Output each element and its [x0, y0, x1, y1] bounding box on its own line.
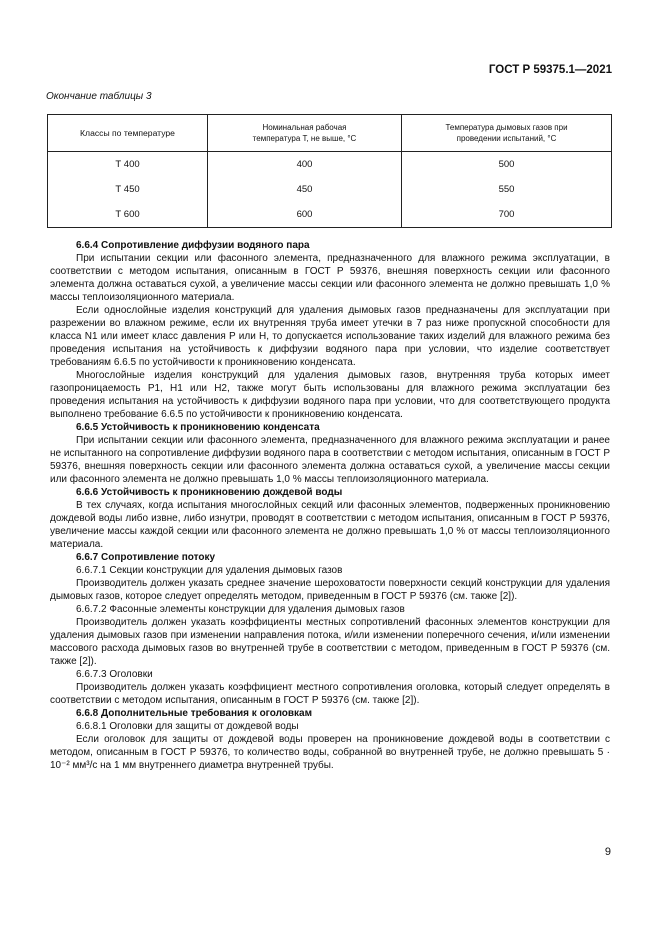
cell-nominal-temp: 450: [208, 177, 402, 202]
paragraph: При испытании секции или фасонного элемента, предназначенного для влажного режима эксплуатации, в соответствии с методом испытания, описанным в ГОСТ Р 59376, внешняя поверхность секции или фасонного элемента должна оставаться сухой, а увеличение массы секции или фасонного элемента не должно превышать 1,0 % массы теплоизоляционного материала.: [50, 253, 610, 303]
col-header-nominal-temp: Номинальная рабочая температура T, не выше, °С: [208, 115, 402, 152]
paragraph: Если оголовок для защиты от дождевой воды проверен на проникновение дождевой воды в соответствии с методом, описанным в ГОСТ Р 59376, то количество воды, собранной во внутренней трубе, не должно превышать 5 · 10⁻² мм³/с на 1 мм внутреннего диаметра внутренней трубы.: [50, 734, 610, 771]
cell-class: Т 400: [48, 152, 208, 178]
table-header-row: [48, 115, 612, 152]
subsection-heading: 6.6.7.2 Фасонные элементы конструкции для удаления дымовых газов: [76, 604, 405, 615]
section-heading: 6.6.7 Сопротивление потоку: [76, 552, 216, 563]
subsection-heading: 6.6.8.1 Оголовки для защиты от дождевой воды: [76, 721, 299, 732]
col-header-class: Классы по температуре: [48, 115, 208, 152]
paragraph: Многослойные изделия конструкций для удаления дымовых газов, внутренняя труба которых имеет газопроницаемость P1, H1 или H2, также могут быть использованы для влажного режима эксплуатации без проведения испытания на устойчивость к диффузии водяного пара при условии, что для соответствующего продукта выполнено требование 6.6.5 по устойчивости к проникновению конденсата.: [50, 370, 610, 420]
cell-test-temp: 550: [402, 177, 612, 202]
table-row: [48, 152, 612, 178]
section-heading: 6.6.5 Устойчивость к проникновению конденсата: [76, 422, 320, 433]
cell-test-temp: 500: [402, 152, 612, 178]
standard-header: ГОСТ Р 59375.1—2021: [488, 64, 612, 76]
subsection-heading: 6.6.7.1 Секции конструкции для удаления дымовых газов: [76, 565, 343, 576]
section-heading: 6.6.8 Дополнительные требования к оголовкам: [76, 708, 313, 719]
paragraph: Если однослойные изделия конструкций для удаления дымовых газов предназначены для эксплуатации при разрежении во влажном режиме, если их внутренняя труба имеет утечки в 7 раз ниже пропускной способности для класса N1 или имеет класс давления P или H, то допускается использование таких изделий для влажного режима без проведения испытания на устойчивость к диффузии водяного пара при условии, что изделие соответствует требованиям 6.6.5 по устойчивости к проникновению конденсата.: [50, 305, 610, 368]
page-number: 9: [604, 846, 611, 858]
paragraph: Производитель должен указать коэффициент местного сопротивления оголовка, который следует определять в соответствии с методом испытания, описанным в ГОСТ Р 59376 (см. также [2]).: [50, 682, 610, 706]
cell-class: Т 600: [48, 202, 208, 228]
table-row: [48, 202, 612, 228]
cell-test-temp: 700: [402, 202, 612, 228]
paragraph: Производитель должен указать коэффициенты местных сопротивлений фасонных элементов конструкции для удаления дымовых газов при изменении направления потока, и/или изменении поперечного сечения, и/или изменении массового расхода дымовых газов во внутренней трубе в соответствии с методом, приведенным в ГОСТ Р 59376 (см. также [2]).: [50, 617, 610, 667]
table-row: [48, 177, 612, 202]
paragraph: В тех случаях, когда испытания многослойных секций или фасонных элементов, подверженных проникновению дождевой воды либо извне, либо изнутри, проводят в соответствии с методом испытания, описанным в ГОСТ Р 59376, увеличение массы каждой секции или фасонного элемента не должно превышать 1,0 % от массы теплоизоляционного материала.: [50, 500, 610, 550]
section-heading: 6.6.6 Устойчивость к проникновению дождевой воды: [76, 487, 343, 498]
cell-nominal-temp: 400: [208, 152, 402, 178]
section-heading: 6.6.4 Сопротивление диффузии водяного пара: [76, 240, 310, 251]
col-header-test-temp: Температура дымовых газов при проведении испытаний, °С: [402, 115, 612, 152]
paragraph: При испытании секции или фасонного элемента, предназначенного для влажного режима эксплуатации и ранее не испытанного на сопротивление диффузии водяного пара в соответствии с методом испытания, описанным в ГОСТ Р 59376, внешняя поверхность секции или фасонного элемента должна оставаться сухой, а увеличение массы секции или фасонного элемента не должно превышать 1,0 % массы теплоизоляционного материала.: [50, 435, 610, 485]
cell-class: Т 450: [48, 177, 208, 202]
paragraph: Производитель должен указать среднее значение шероховатости поверхности секций конструкции для удаления дымовых газов, которое следует определять методом, приведенным в ГОСТ Р 59376 (см. также [2]).: [50, 578, 610, 602]
table-caption: Окончание таблицы 3: [46, 91, 152, 102]
cell-nominal-temp: 600: [208, 202, 402, 228]
document-body: [50, 239, 610, 772]
subsection-heading: 6.6.7.3 Оголовки: [76, 669, 153, 680]
temperature-classes-table: [47, 114, 612, 228]
